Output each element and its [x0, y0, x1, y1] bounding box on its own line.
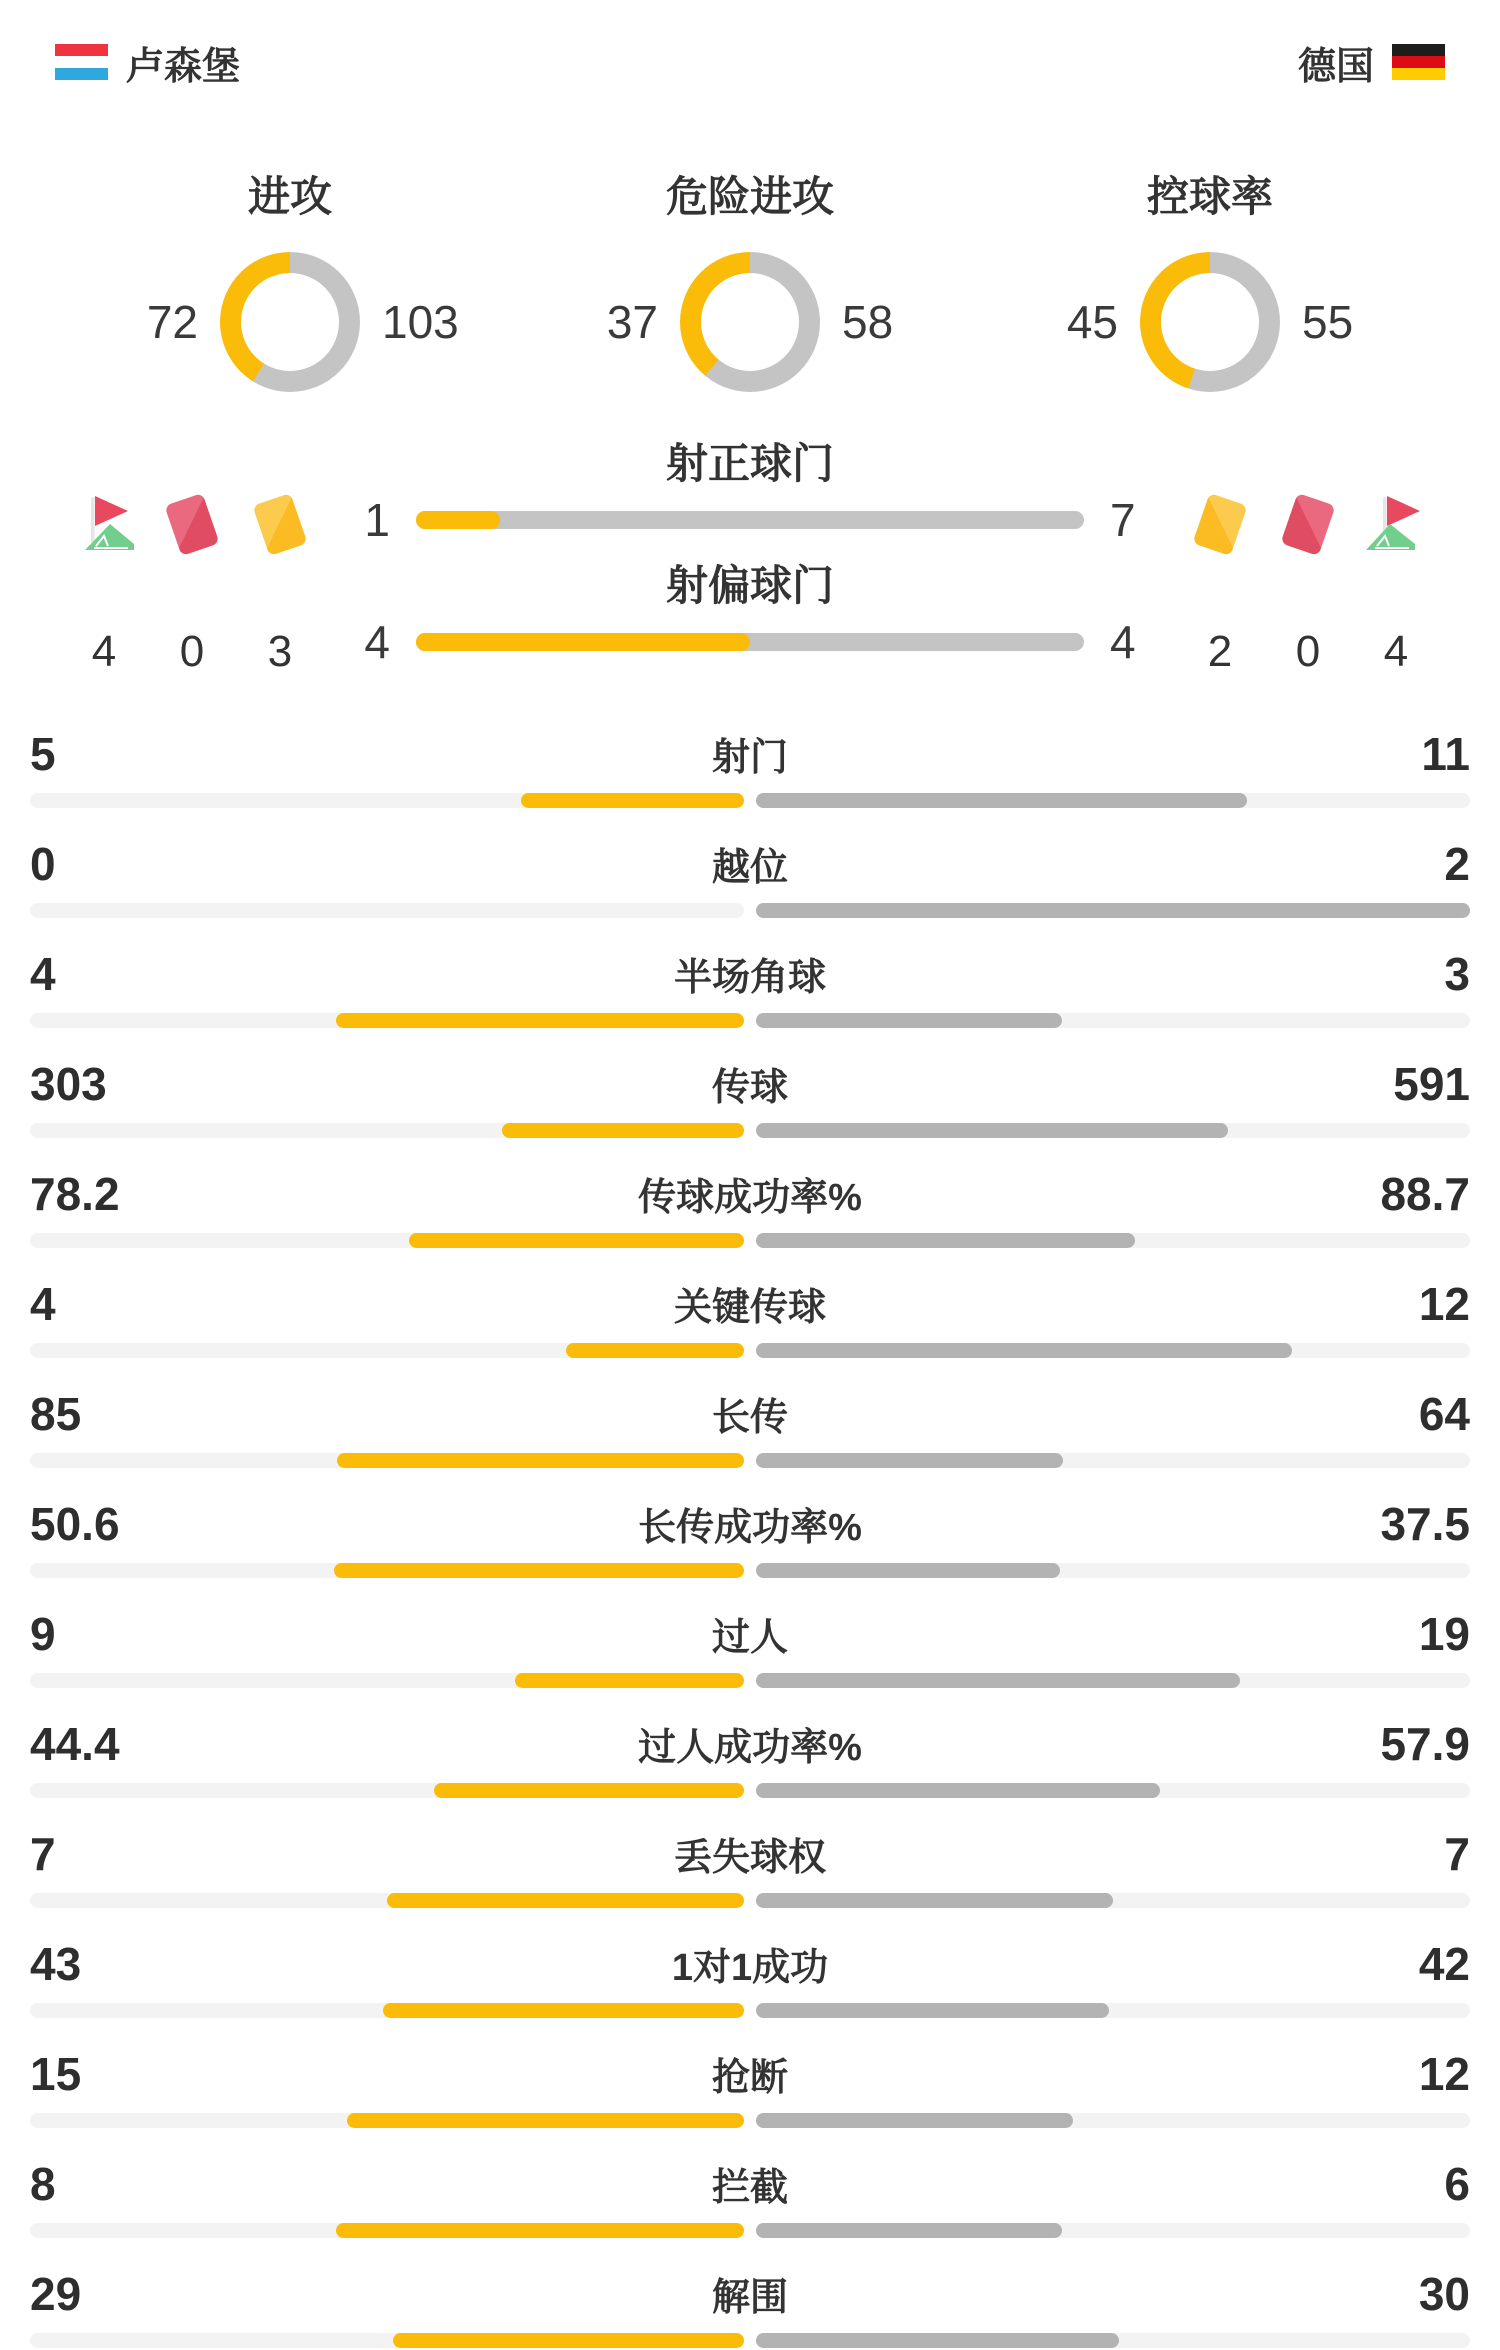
flag-stripe [55, 68, 108, 80]
stat-head [30, 1716, 1470, 1771]
home-bar-fill [515, 1673, 745, 1688]
stat-row [30, 2238, 1470, 2348]
stat-head [30, 836, 1470, 891]
away-bar-fill [756, 2003, 1109, 2018]
home-bar-fill [383, 2003, 744, 2018]
stat-bar-track [30, 1343, 1470, 1358]
away-bar-fill [756, 1673, 1240, 1688]
stat-home-value: 78.2 [30, 1168, 120, 1220]
stat-home-value: 7 [30, 1828, 56, 1880]
stat-bar-track [30, 2223, 1470, 2238]
stat-head [30, 2156, 1470, 2211]
home-bar-fill [336, 1013, 744, 1028]
stat-home-value: 29 [30, 2268, 82, 2320]
home-bar-fill [521, 793, 744, 808]
stat-bar-track [30, 1453, 1470, 1468]
team-home [55, 38, 240, 86]
stat-label: 射门 [711, 737, 788, 779]
stat-away-value: 6 [1444, 2158, 1470, 2210]
stat-head [30, 1386, 1470, 1441]
away-corners-count: 4 [1383, 627, 1409, 676]
stat-row [30, 1028, 1470, 1138]
donut-ring [220, 252, 360, 392]
shot-away-value: 4 [1110, 616, 1136, 668]
stat-away-value: 7 [1444, 1828, 1470, 1880]
shot-bar-group [330, 562, 1170, 670]
red-card-slot [1264, 492, 1352, 556]
stat-row [30, 1358, 1470, 1468]
match-header [0, 0, 1500, 86]
stat-home-value: 5 [30, 728, 56, 780]
donut-hole [241, 273, 339, 371]
away-bar-fill [756, 2333, 1119, 2348]
yellow-card-slot [1176, 492, 1264, 556]
stat-away-value: 11 [1421, 728, 1470, 780]
away-bar-fill [756, 903, 1470, 918]
yellow-card-slot [236, 492, 324, 556]
stat-home-value: 85 [30, 1388, 82, 1440]
away-bar-fill [756, 1343, 1292, 1358]
flag-stripe [1392, 44, 1445, 56]
bar-track-left [30, 903, 744, 918]
away-team-name: 德国 [1297, 45, 1374, 88]
stat-label: 越位 [711, 847, 788, 889]
home-bar-fill [347, 2113, 744, 2128]
stat-label: 长传成功率% [638, 1507, 862, 1549]
donut-ring [1140, 252, 1280, 392]
flag-stripe [55, 56, 108, 68]
donut-hole [701, 273, 799, 371]
stat-bar-track [30, 1893, 1470, 1908]
away-bar-fill [756, 1013, 1062, 1028]
stat-row [30, 1798, 1470, 1908]
home-bar-fill [337, 1453, 744, 1468]
donut-row [566, 252, 934, 392]
stat-row [30, 2128, 1470, 2238]
stat-label: 长传 [711, 1397, 788, 1439]
corner-flag-slot [60, 492, 148, 556]
stat-home-value: 15 [30, 2048, 82, 2100]
stat-label: 传球成功率% [638, 1177, 862, 1219]
away-discipline [1170, 440, 1500, 678]
home-discipline [0, 440, 330, 678]
stat-label: 解围 [711, 2277, 788, 2319]
donut-chart [980, 172, 1440, 392]
stat-label: 拦截 [711, 2167, 788, 2209]
stat-head [30, 1166, 1470, 1221]
stat-bar-track [30, 1673, 1470, 1688]
corner-flag-icon [1364, 492, 1428, 556]
stat-bar-track [30, 1233, 1470, 1248]
stat-home-value: 8 [30, 2158, 56, 2210]
home-corners-count: 4 [91, 627, 117, 676]
donut-row [1026, 252, 1394, 392]
luxembourg-flag-icon [55, 44, 108, 80]
stat-home-value: 0 [30, 838, 56, 890]
stat-bar-track [30, 1123, 1470, 1138]
home-bar-fill [334, 1563, 744, 1578]
flag-stripe [55, 44, 108, 56]
away-bar-fill [756, 1563, 1060, 1578]
home-bar-fill [502, 1123, 744, 1138]
shot-bar-group [330, 440, 1170, 548]
stat-label: 丢失球权 [673, 1837, 826, 1879]
home-bar-fill [387, 1893, 744, 1908]
corner-flag-slot [1352, 492, 1440, 556]
donut-ring [680, 252, 820, 392]
stat-row [30, 1248, 1470, 1358]
stat-head [30, 726, 1470, 781]
stat-away-value: 3 [1444, 948, 1470, 1000]
stat-label: 关键传球 [673, 1287, 826, 1329]
donut-title: 危险进攻 [665, 173, 834, 220]
stat-label: 过人 [711, 1617, 788, 1659]
stat-head [30, 1056, 1470, 1111]
stat-row [30, 1468, 1470, 1578]
shot-bar-title: 射偏球门 [665, 562, 834, 609]
germany-flag-icon [1392, 44, 1445, 80]
stat-bar-track [30, 2333, 1470, 2348]
stat-row [30, 2018, 1470, 2128]
home-red-cards-count: 0 [179, 627, 205, 676]
stat-away-value: 2 [1444, 838, 1470, 890]
stat-home-value: 43 [30, 1938, 82, 1990]
home-yellow-cards-count: 3 [267, 627, 293, 676]
donut-chart [520, 172, 980, 392]
flag-stripe [1392, 68, 1445, 80]
stat-row [30, 698, 1470, 808]
shot-home-value: 1 [364, 494, 390, 546]
home-team-name: 卢森堡 [126, 45, 241, 88]
stat-head [30, 1606, 1470, 1661]
stat-head [30, 1276, 1470, 1331]
stat-bar-track [30, 1783, 1470, 1798]
away-bar-fill [756, 1233, 1135, 1248]
shot-home-fill [416, 633, 750, 651]
stat-label: 抢断 [711, 2057, 788, 2099]
stat-row [30, 1578, 1470, 1688]
stats-list [30, 698, 1470, 2348]
team-away [1298, 38, 1445, 86]
stat-head [30, 2266, 1470, 2321]
corner-flag-icon [72, 492, 136, 556]
shots-discipline-section [0, 440, 1500, 678]
donut-hole [1161, 273, 1259, 371]
stat-home-value: 50.6 [30, 1498, 120, 1550]
shot-bars-center [330, 440, 1170, 678]
stat-home-value: 303 [30, 1058, 107, 1110]
yellow-card-icon [1192, 492, 1247, 555]
shot-away-value: 7 [1110, 494, 1136, 546]
donut-home-value: 72 [146, 296, 198, 348]
stat-home-value: 44.4 [30, 1718, 120, 1770]
home-bar-fill [434, 1783, 744, 1798]
stat-row [30, 1688, 1470, 1798]
stat-row [30, 808, 1470, 918]
donut-away-value: 103 [382, 296, 459, 348]
home-bar-fill [393, 2333, 744, 2348]
home-bar-fill [336, 2223, 744, 2238]
stat-row [30, 918, 1470, 1028]
stat-head [30, 946, 1470, 1001]
stat-away-value: 19 [1418, 1608, 1470, 1660]
stat-label: 过人成功率% [638, 1727, 862, 1769]
stat-home-value: 4 [30, 1278, 56, 1330]
stat-bar-track [30, 1013, 1470, 1028]
shot-bar-line [330, 614, 1170, 670]
stat-row [30, 1138, 1470, 1248]
stat-away-value: 37.5 [1380, 1498, 1470, 1550]
donut-home-value: 37 [606, 296, 658, 348]
donut-charts-section [0, 172, 1500, 392]
away-bar-fill [756, 1783, 1160, 1798]
shot-bar-title: 射正球门 [665, 440, 834, 487]
stat-bar-track [30, 793, 1470, 808]
donut-chart [60, 172, 520, 392]
red-card-icon [164, 492, 219, 555]
red-card-icon [1280, 492, 1335, 555]
shot-bar-track [416, 633, 1084, 651]
shot-home-value: 4 [364, 616, 390, 668]
stat-head [30, 1936, 1470, 1991]
red-card-slot [148, 492, 236, 556]
shot-home-fill [416, 511, 500, 529]
stat-label: 半场角球 [673, 957, 826, 999]
home-bar-fill [566, 1343, 745, 1358]
away-bar-fill [756, 2223, 1062, 2238]
stat-away-value: 591 [1393, 1058, 1470, 1110]
stat-row [30, 1908, 1470, 2018]
stat-home-value: 9 [30, 1608, 56, 1660]
stat-head [30, 1496, 1470, 1551]
yellow-card-icon [252, 492, 307, 555]
donut-title: 控球率 [1146, 173, 1273, 220]
away-bar-fill [756, 793, 1247, 808]
home-discipline-icons [0, 492, 330, 556]
donut-away-value: 58 [842, 296, 894, 348]
stat-head [30, 2046, 1470, 2101]
away-bar-fill [756, 1453, 1063, 1468]
stat-label: 1对1成功 [671, 1947, 829, 1989]
stat-away-value: 57.9 [1380, 1718, 1470, 1770]
stat-away-value: 88.7 [1380, 1168, 1470, 1220]
away-yellow-cards-count: 2 [1207, 627, 1233, 676]
stat-away-value: 64 [1418, 1388, 1470, 1440]
shot-bar-line [330, 492, 1170, 548]
away-red-cards-count: 0 [1295, 627, 1321, 676]
stat-home-value: 4 [30, 948, 56, 1000]
stat-bar-track [30, 2003, 1470, 2018]
stat-label: 传球 [711, 1067, 788, 1109]
away-discipline-counts [1170, 626, 1500, 678]
home-discipline-counts [0, 626, 330, 678]
donut-row [106, 252, 474, 392]
flag-stripe [1392, 56, 1445, 68]
home-bar-fill [409, 1233, 744, 1248]
donut-home-value: 45 [1066, 296, 1118, 348]
away-bar-fill [756, 1123, 1228, 1138]
away-discipline-icons [1170, 492, 1500, 556]
away-bar-fill [756, 2113, 1073, 2128]
donut-title: 进攻 [247, 173, 332, 220]
stat-away-value: 30 [1418, 2268, 1470, 2320]
stat-bar-track [30, 1563, 1470, 1578]
stat-head [30, 1826, 1470, 1881]
shot-bar-track [416, 511, 1084, 529]
stat-away-value: 42 [1418, 1938, 1470, 1990]
away-bar-fill [756, 1893, 1113, 1908]
stat-away-value: 12 [1418, 2048, 1470, 2100]
stat-bar-track [30, 2113, 1470, 2128]
stat-away-value: 12 [1418, 1278, 1470, 1330]
donut-away-value: 55 [1302, 296, 1354, 348]
stat-bar-track [30, 903, 1470, 918]
